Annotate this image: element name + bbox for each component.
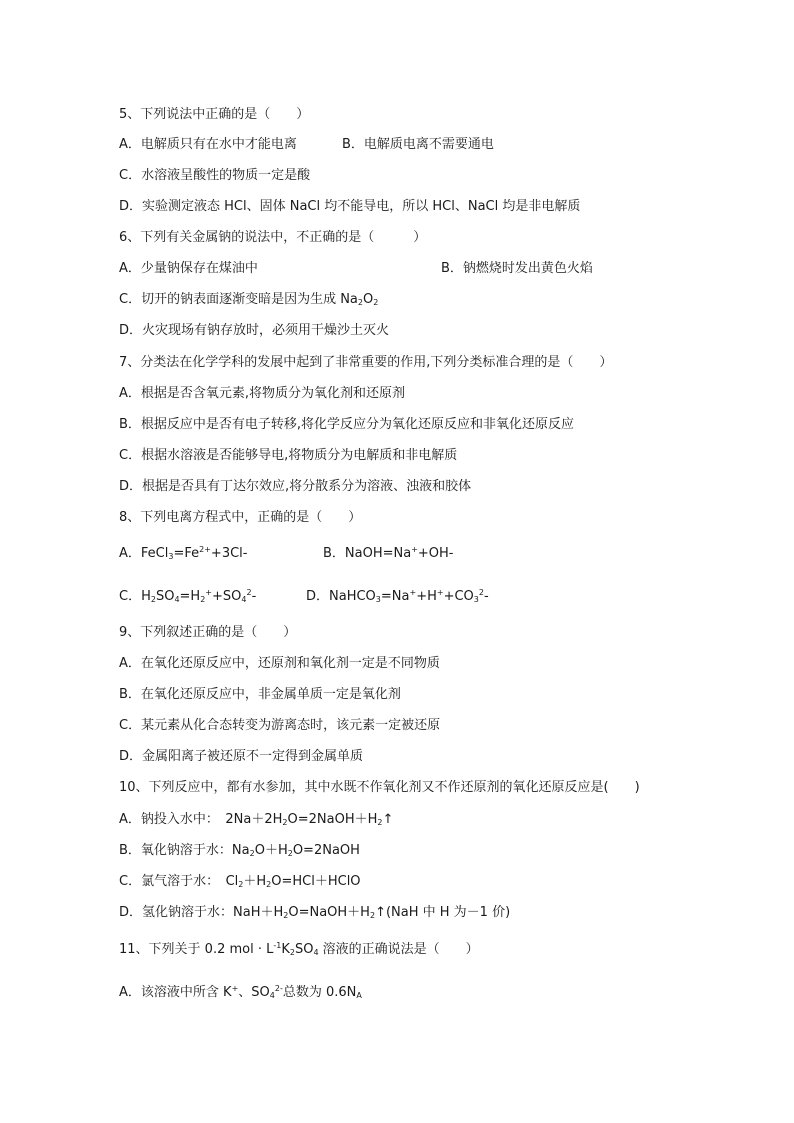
question-11-stem: 11、下列关于 0.2 mol · $L^{-1}K_2SO_4$ 溶液的正确说法是（ ）: [119, 941, 479, 957]
question-9-option-d: D．金属阳离子被还原不一定得到金属单质: [119, 749, 364, 764]
question-7-option-b: B．根据反应中是否有电子转移,将化学反应分为氧化还原反应和非氧化还原反应: [119, 417, 575, 432]
question-10-option-c: C．氯气溶于水： $Cl_2+H_2O=HCl+HClO$: [119, 874, 361, 889]
question-7-option-d: D．根据是否具有丁达尔效应,将分散系分为溶液、浊液和胶体: [119, 479, 472, 494]
question-8-option-c: C．$H_2SO_4=H_2^++SO_4^2-$: [119, 588, 257, 604]
question-6-option-b: B．钠燃烧时发出黄色火焰: [441, 261, 593, 276]
question-10-stem: 10、下列反应中，都有水参加，其中水既不作氧化剂又不作还原剂的氧化还原反应是( ): [119, 780, 640, 795]
question-6-option-d: D．火灾现场有钠存放时，必须用干燥沙土灭火: [119, 323, 390, 338]
question-8-option-a: A．$FeCl_3=Fe^{2+}+3Cl-$: [119, 545, 248, 561]
question-5-option-a: A．电解质只有在水中才能电离: [119, 137, 297, 152]
question-10-option-d: D．氢化钠溶于水：$NaH+H_2O=NaOH+H_2↑(NaH$ 中 H 为－1 价): [119, 905, 511, 920]
question-5-option-b: B．电解质电离不需要通电: [342, 137, 494, 152]
question-7-stem: 7、分类法在化学学科的发展中起到了非常重要的作用,下列分类标准合理的是（ ）: [119, 355, 613, 370]
question-9-stem: 9、下列叙述正确的是（ ）: [119, 625, 297, 640]
question-9-option-a: A．在氧化还原反应中，还原剂和氧化剂一定是不同物质: [119, 656, 440, 671]
question-7-option-a: A．根据是否含氧元素,将物质分为氧化剂和还原剂: [119, 386, 406, 401]
question-5-option-d: D．实验测定液态 HCl、固体 NaCl 均不能导电，所以 HCl、NaCl 均是非电解质: [119, 199, 581, 214]
question-10-option-a: A．钠投入水中： $2Na+2H_2O=2NaOH+H_2↑$: [119, 812, 394, 827]
question-8-option-b: B．NaOH=Na++OH-: [323, 545, 454, 561]
question-5-option-c: C．水溶液呈酸性的物质一定是酸: [119, 168, 311, 183]
question-6-option-a: A．少量钠保存在煤油中: [119, 261, 258, 276]
question-7-option-c: C．根据水溶液是否能够导电,将物质分为电解质和非电解质: [119, 448, 458, 463]
question-8-option-d: D．$NaHCO_3=Na^++H^++CO_3^2-$: [306, 588, 489, 604]
question-5-stem: 5、下列说法中正确的是（ ）: [119, 107, 310, 122]
question-9-option-c: C．某元素从化合态转变为游离态时，该元素一定被还原: [119, 718, 441, 733]
question-9-option-b: B．在氧化还原反应中，非金属单质一定是氧化剂: [119, 687, 401, 702]
question-11-option-a: A．该溶液中所含 K+、$SO_4^{2-}$总数为 $0.6N_A$: [119, 984, 362, 1000]
question-6-option-c: C．切开的钠表面逐渐变暗是因为生成 $Na_2O_2$: [119, 292, 379, 307]
question-8-stem: 8、下列电离方程式中，正确的是（ ）: [119, 510, 362, 525]
question-10-option-b: B．氧化钠溶于水：$Na_2O+H_2O=2NaOH$: [119, 843, 360, 858]
question-6-stem: 6、下列有关金属钠的说法中，不正确的是（ ）: [119, 230, 427, 245]
